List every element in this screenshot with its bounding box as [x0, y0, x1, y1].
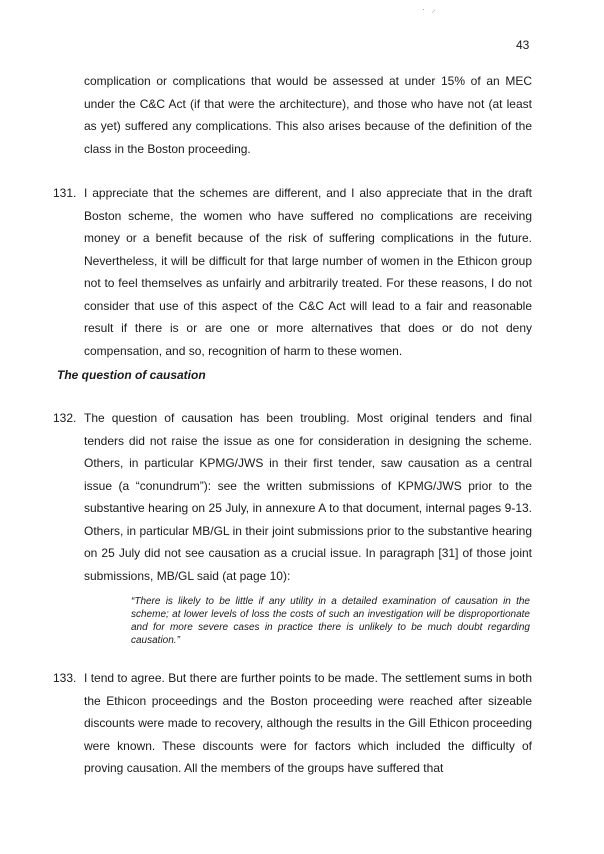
paragraph-133 [53, 667, 532, 780]
paragraph-number: 133. [53, 671, 77, 685]
paragraph-continued [84, 70, 532, 160]
paragraph-text: I tend to agree. But there are further points to be made. The settlement sums in both the Ethicon proceedings and the Boston proceeding were reached after sizeable discounts were made to recovery, although the results in the Gill Ethicon proceeding were known. These discounts were for factors which included the difficulty of proving causation. All the members of the groups have suffered that [84, 671, 532, 775]
block-quote: “There is likely to be little if any utility in a detailed examination of causation in the scheme; at lower levels of loss the costs of such an investigation will be disproportionate and for more severe cases in practice there is unlikely to be much doubt regarding causation.” [131, 596, 530, 646]
paragraph-number: 132. [53, 411, 77, 425]
paragraph-number: 131. [53, 186, 77, 200]
paragraph-text: complication or complications that would be assessed at under 15% of an MEC under the C&C Act (if that were the architecture), and those who have not (at least as yet) suffered any complications. This also arises because of the definition of the class in the Boston proceeding. [84, 74, 532, 156]
section-heading: The question of causation [57, 368, 206, 382]
scan-mark: · ⸝ [422, 4, 438, 14]
paragraph-131 [53, 182, 532, 362]
paragraph-132 [53, 407, 532, 587]
page-number: 43 [516, 38, 530, 52]
paragraph-text: I appreciate that the schemes are different, and I also appreciate that in the draft Boston scheme, the women who have suffered no complications are receiving money or a benefit because of the risk of suffering complications in the future. Nevertheless, it will be difficult for that large number of women in the Ethicon group not to feel themselves as unfairly and arbitrarily treated. For these reasons, I do not consider that use of this aspect of the C&C Act will lead to a fair and reasonable result if there is or are one or more alternatives that does or do not deny compensation, and so, recognition of harm to these women. [84, 186, 532, 358]
paragraph-text: The question of causation has been troubling. Most original tenders and final tenders did not raise the issue as one for consideration in designing the scheme. Others, in particular KPMG/JWS in their first tender, saw causation as a central issue (a “conundrum”): see the written submissions of KPMG/JWS prior to the substantive hearing on 25 July, in annexure A to that document, internal pages 9-13. Others, in particular MB/GL in their joint submissions prior to the substantive hearing on 25 July did not see causation as a crucial issue. In paragraph [31] of those joint submissions, MB/GL said (at page 10): [84, 411, 532, 583]
